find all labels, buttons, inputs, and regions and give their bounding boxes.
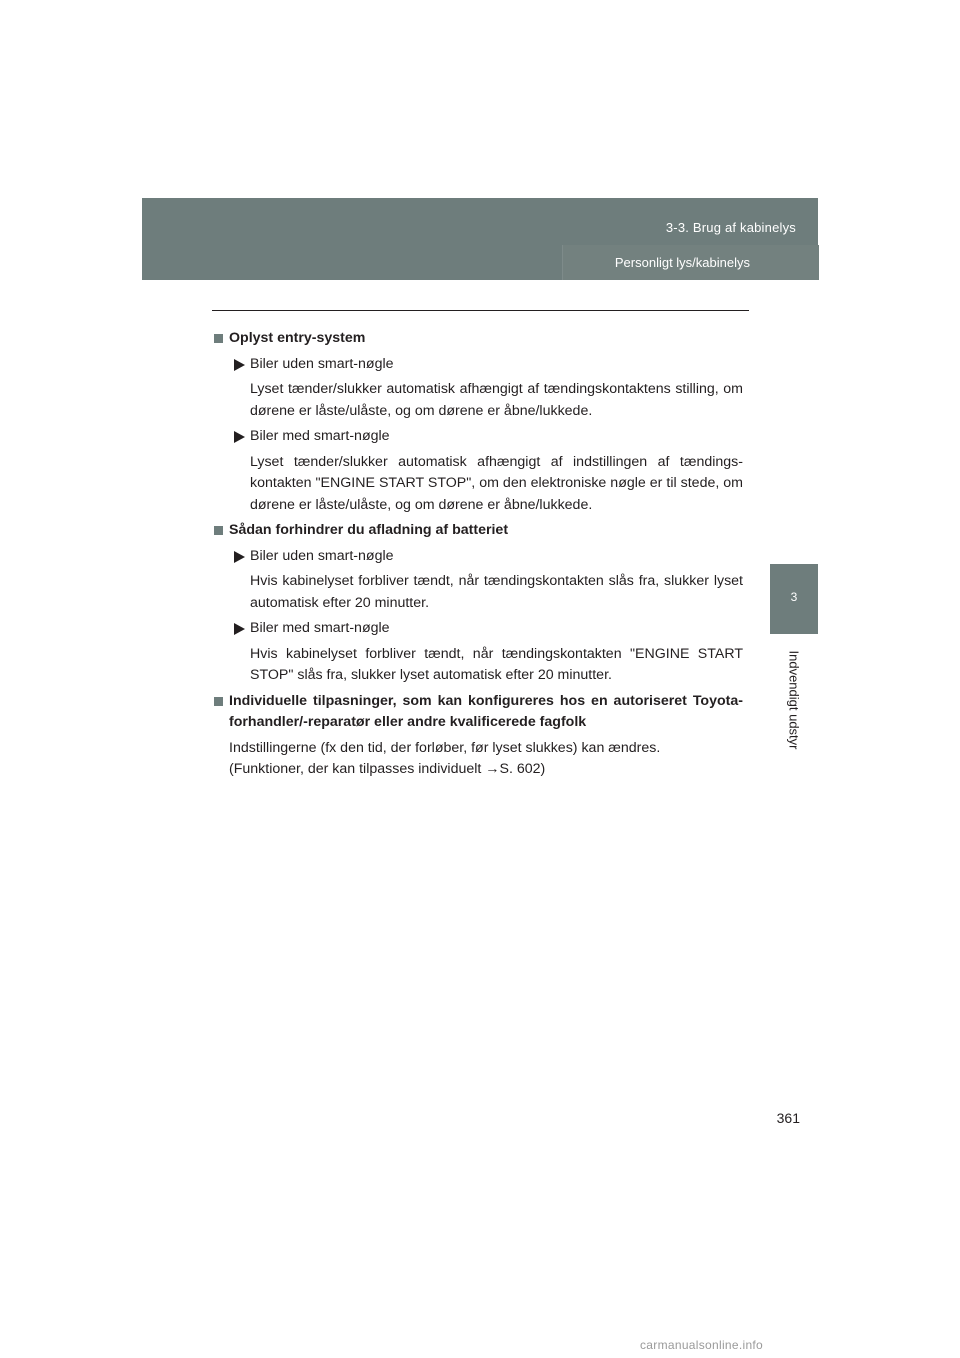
item-label: Biler med smart-nøgle — [250, 428, 390, 444]
header-band — [142, 198, 818, 280]
section-heading — [214, 328, 743, 350]
section-heading — [214, 520, 743, 542]
body-text — [214, 738, 743, 781]
chapter-label: Indvendigt udstyr — [786, 650, 802, 750]
square-bullet-icon — [214, 697, 223, 706]
chapter-number: 3 — [790, 590, 798, 604]
item-label: Biler uden smart-nøgle — [250, 355, 394, 372]
triangle-bullet-icon — [234, 623, 245, 635]
item-text: Hvis kabinelyset forbliver tændt, når tændingskontakten slås fra, slukker lyset automatisk efter 20 minutter. — [250, 573, 743, 611]
list-item — [214, 618, 743, 640]
item-label: Biler uden smart-nøgle — [250, 547, 394, 564]
section-entry-system — [214, 328, 743, 516]
section-title: 3-3. Brug af kabinelys — [665, 220, 796, 235]
triangle-bullet-icon — [234, 359, 245, 371]
subsection-title: Personligt lys/kabinelys — [614, 255, 750, 270]
square-bullet-icon — [214, 334, 223, 343]
heading-text: Oplyst entry-system — [229, 330, 366, 346]
list-item — [214, 354, 743, 376]
list-item — [214, 546, 743, 568]
page-content — [214, 328, 743, 781]
top-rule — [212, 310, 749, 311]
item-text: Hvis kabinelyset forbliver tændt, når tændingskontakten "ENGINE START STOP" slås fra, slukker lyset automatisk efter 20 minutter. — [250, 645, 743, 683]
page-number: 361 — [776, 1110, 800, 1126]
section-customization — [214, 691, 743, 781]
section-heading — [214, 691, 743, 734]
watermark: carmanualsonline.info — [640, 1338, 764, 1352]
square-bullet-icon — [214, 526, 223, 535]
list-item — [214, 426, 743, 448]
body-line: (Funktioner, der kan tilpasses individuelt →S. 602) — [229, 761, 546, 777]
heading-text: Sådan forhindrer du afladning af batteriet — [229, 522, 509, 538]
item-label: Biler med smart-nøgle — [250, 620, 390, 636]
body-line: Indstillingerne (fx den tid, der forløber, før lyset slukkes) kan ændres. — [229, 739, 661, 756]
item-text: Lyset tænder/slukker automatisk afhængigt af tændingskontaktens stilling, om dørene er låste/ulåste, og om dørene er åbne/lukkede. — [250, 381, 743, 419]
triangle-bullet-icon — [234, 551, 245, 563]
section-battery-drain — [214, 520, 743, 687]
heading-text: Individuelle tilpasninger, som kan konfigureres hos en autoriseret Toyota-forhandler/-reparatør eller andre kvalificerede fagfolk — [229, 692, 743, 730]
chapter-tab — [770, 564, 818, 634]
triangle-bullet-icon — [234, 431, 245, 443]
item-text: Lyset tænder/slukker automatisk afhængigt af indstillingen af tændings-kontakten "ENGINE START STOP", om den elektroniske nøgle er til stede, om dørene er låste/ulåste, og om dørene er åbne/lukkede. — [250, 453, 743, 513]
